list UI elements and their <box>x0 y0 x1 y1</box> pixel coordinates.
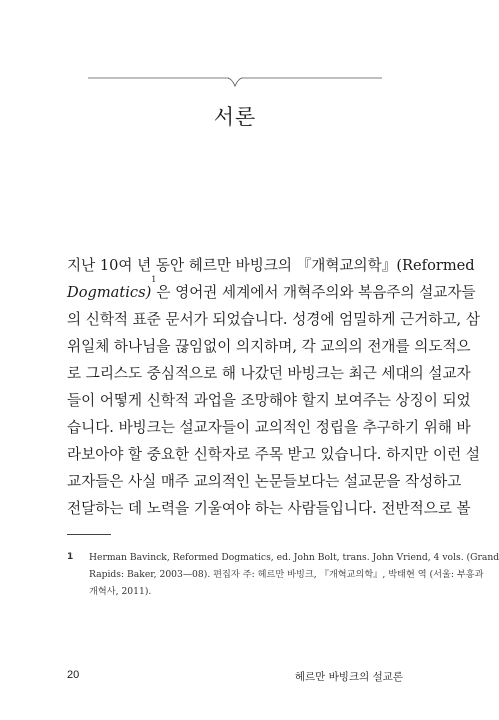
chapter-ornament <box>88 70 382 90</box>
body-line: 로 그리스도 중심적으로 해 나갔던 바빙크는 최근 세대의 설교자 <box>67 365 471 382</box>
body-line: 교자들은 사실 매주 교의적인 논문들보다는 설교문을 작성하고 <box>67 473 462 490</box>
footnote-marker[interactable]: 1 <box>151 275 157 284</box>
body-line: 의 신학적 표준 문서가 되었습니다. 성경에 엄밀하게 근거하고, 삼 <box>67 311 480 328</box>
body-line: 습니다. 바빙크는 설교자들이 교의적인 정립을 추구하기 위해 바 <box>67 419 471 436</box>
footnote-body <box>89 549 499 600</box>
body-line: 지난 10여 년 동안 헤르만 바빙크의 『개혁교의학』(Reformed <box>67 257 475 274</box>
body-line: 전달하는 데 노력을 기울여야 하는 사람들입니다. 전반적으로 볼 <box>67 500 471 517</box>
body-text <box>67 252 480 522</box>
body-line <box>67 275 476 306</box>
footnote <box>67 549 499 600</box>
body-line-rest: 은 영어권 세계에서 개혁주의와 복음주의 설교자들 <box>156 284 476 301</box>
footnote-line: Herman Bavinck, Reformed Dogmatics, ed. John Bolt, trans. John Vriend, 4 vols. (Grand <box>89 552 499 563</box>
body-line: 들이 어떻게 신학적 과업을 조망해야 할지 보여주는 상징이 되었 <box>67 392 471 409</box>
body-line: 위일체 하나님을 끊임없이 의지하며, 각 교의의 전개를 의도적으 <box>67 338 471 355</box>
chapter-title: 서론 <box>213 105 257 129</box>
body-line: 라보아야 할 중요한 신학자로 주목 받고 있습니다. 하지만 이런 설 <box>67 446 480 463</box>
italic-term: Dogmatics) <box>67 284 152 301</box>
footnote-rule <box>67 534 111 535</box>
footnote-line: Rapids: Baker, 2003—08). 편집자 주: 헤르만 바빙크, 『개혁교의학』, 박태현 역 (서울: 부흥과 <box>89 569 484 580</box>
footnote-line: 개혁사, 2011). <box>89 586 152 597</box>
footnote-number: 1 <box>67 552 74 562</box>
page-number: 20 <box>67 669 80 681</box>
running-head: 헤르만 바빙크의 설교론 <box>294 671 403 683</box>
